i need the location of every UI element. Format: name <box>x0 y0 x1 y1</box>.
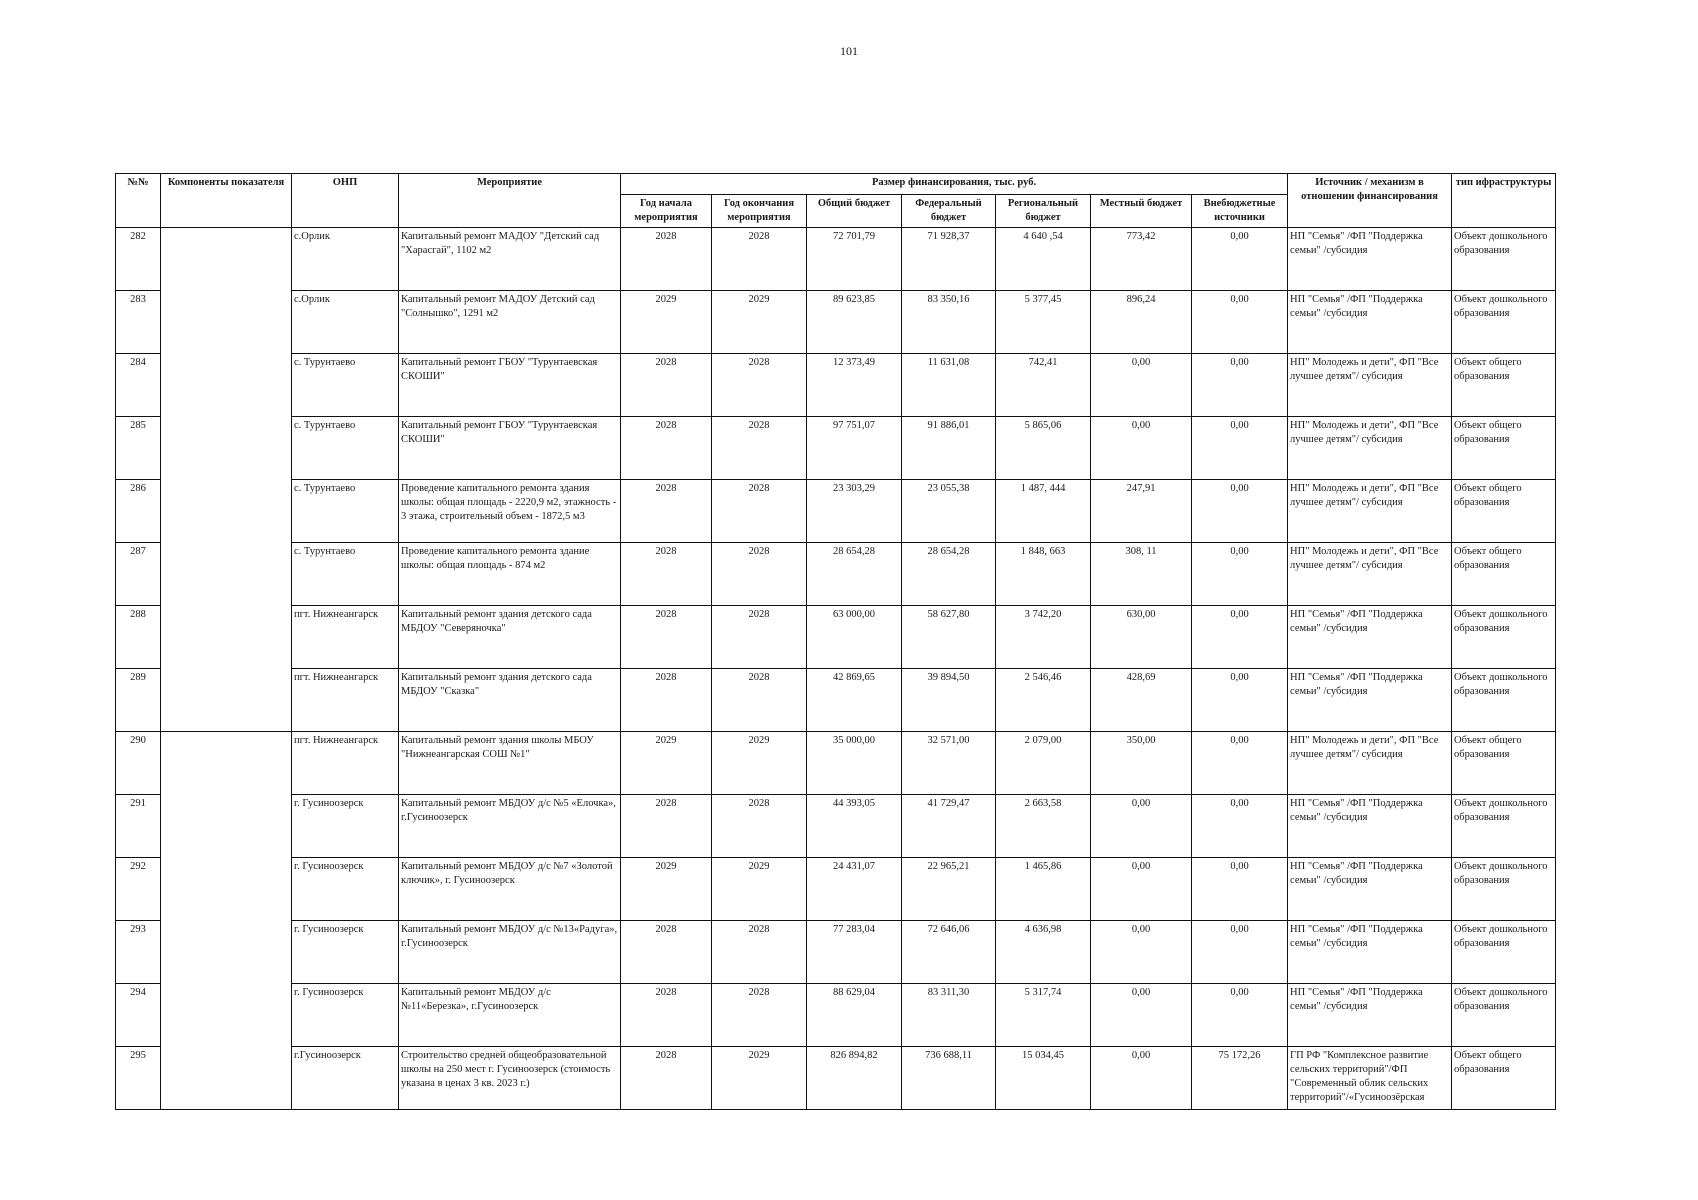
header-component: Компоненты показателя <box>161 174 292 228</box>
row-extra: 0,00 <box>1192 921 1288 984</box>
row-onp: с.Орлик <box>292 228 399 291</box>
row-num: 289 <box>116 669 161 732</box>
header-total: Общий бюджет <box>807 195 902 228</box>
row-start-year: 2028 <box>621 543 712 606</box>
row-federal: 71 928,37 <box>902 228 996 291</box>
row-total: 63 000,00 <box>807 606 902 669</box>
row-event: Капитальный ремонт МБДОУ д/с №11«Березка», г.Гусиноозерск <box>399 984 621 1047</box>
row-num: 290 <box>116 732 161 795</box>
row-extra: 0,00 <box>1192 606 1288 669</box>
row-onp: с. Турунтаево <box>292 354 399 417</box>
row-onp: пгт. Нижнеангарск <box>292 732 399 795</box>
row-total: 72 701,79 <box>807 228 902 291</box>
row-end-year: 2028 <box>712 984 807 1047</box>
row-start-year: 2028 <box>621 1047 712 1110</box>
row-end-year: 2028 <box>712 795 807 858</box>
row-onp: с. Турунтаево <box>292 480 399 543</box>
row-num: 291 <box>116 795 161 858</box>
row-event: Проведение капитального ремонта здание школы: общая площадь - 874 м2 <box>399 543 621 606</box>
row-start-year: 2028 <box>621 669 712 732</box>
row-federal: 28 654,28 <box>902 543 996 606</box>
header-federal: Федеральный бюджет <box>902 195 996 228</box>
row-total: 44 393,05 <box>807 795 902 858</box>
row-end-year: 2029 <box>712 1047 807 1110</box>
row-total: 89 623,85 <box>807 291 902 354</box>
row-num: 284 <box>116 354 161 417</box>
row-infra: Объект общего образования <box>1452 417 1556 480</box>
row-end-year: 2028 <box>712 606 807 669</box>
row-source: НП "Семья" /ФП "Поддержка семьи" /субсидия <box>1288 669 1452 732</box>
row-start-year: 2028 <box>621 795 712 858</box>
row-start-year: 2029 <box>621 858 712 921</box>
row-end-year: 2028 <box>712 921 807 984</box>
row-regional: 2 663,58 <box>996 795 1091 858</box>
row-federal: 83 350,16 <box>902 291 996 354</box>
row-end-year: 2028 <box>712 228 807 291</box>
row-onp: пгт. Нижнеангарск <box>292 669 399 732</box>
table-header <box>116 174 1556 228</box>
row-local: 0,00 <box>1091 921 1192 984</box>
row-extra: 0,00 <box>1192 669 1288 732</box>
row-onp: пгт. Нижнеангарск <box>292 606 399 669</box>
table-row <box>116 795 1556 858</box>
table-row <box>116 606 1556 669</box>
row-total: 35 000,00 <box>807 732 902 795</box>
row-local: 308, 11 <box>1091 543 1192 606</box>
row-event: Капитальный ремонт МАДОУ "Детский сад "Харасгай", 1102 м2 <box>399 228 621 291</box>
row-local: 0,00 <box>1091 858 1192 921</box>
row-total: 23 303,29 <box>807 480 902 543</box>
row-extra: 0,00 <box>1192 984 1288 1047</box>
row-extra: 75 172,26 <box>1192 1047 1288 1110</box>
table-row <box>116 669 1556 732</box>
row-source: НП" Молодежь и дети", ФП "Все лучшее детям"/ субсидия <box>1288 732 1452 795</box>
row-local: 0,00 <box>1091 795 1192 858</box>
table-row <box>116 732 1556 795</box>
row-end-year: 2029 <box>712 291 807 354</box>
row-local: 896,24 <box>1091 291 1192 354</box>
row-end-year: 2028 <box>712 543 807 606</box>
row-infra: Объект общего образования <box>1452 354 1556 417</box>
row-regional: 2 079,00 <box>996 732 1091 795</box>
header-local: Местный бюджет <box>1091 195 1192 228</box>
row-regional: 1 848, 663 <box>996 543 1091 606</box>
row-local: 630,00 <box>1091 606 1192 669</box>
row-infra: Объект общего образования <box>1452 543 1556 606</box>
table-row <box>116 921 1556 984</box>
row-event: Капитальный ремонт ГБОУ "Турунтаевская СКОШИ" <box>399 417 621 480</box>
row-federal: 32 571,00 <box>902 732 996 795</box>
row-num: 292 <box>116 858 161 921</box>
row-infra: Объект общего образования <box>1452 480 1556 543</box>
row-event: Капитальный ремонт здания детского сада МБДОУ "Сказка" <box>399 669 621 732</box>
row-num: 288 <box>116 606 161 669</box>
row-local: 428,69 <box>1091 669 1192 732</box>
table-row <box>116 228 1556 291</box>
row-event: Капитальный ремонт здания школы МБОУ "Нижнеангарская СОШ №1" <box>399 732 621 795</box>
row-federal: 39 894,50 <box>902 669 996 732</box>
row-regional: 2 546,46 <box>996 669 1091 732</box>
row-total: 24 431,07 <box>807 858 902 921</box>
row-num: 294 <box>116 984 161 1047</box>
row-source: НП "Семья" /ФП "Поддержка семьи" /субсидия <box>1288 921 1452 984</box>
row-local: 0,00 <box>1091 354 1192 417</box>
header-infra: тип ифраструктуры <box>1452 174 1556 228</box>
row-event: Строительство средней общеобразовательной школы на 250 мест г. Гусиноозерск (стоимость указана в ценах 3 кв. 2023 г.) <box>399 1047 621 1110</box>
row-source: НП" Молодежь и дети", ФП "Все лучшее детям"/ субсидия <box>1288 543 1452 606</box>
row-onp: г.Гусиноозерск <box>292 1047 399 1110</box>
row-local: 773,42 <box>1091 228 1192 291</box>
row-infra: Объект дошкольного образования <box>1452 921 1556 984</box>
row-start-year: 2028 <box>621 984 712 1047</box>
row-regional: 5 865,06 <box>996 417 1091 480</box>
row-total: 77 283,04 <box>807 921 902 984</box>
row-regional: 742,41 <box>996 354 1091 417</box>
row-end-year: 2028 <box>712 417 807 480</box>
header-regional: Региональный бюджет <box>996 195 1091 228</box>
row-start-year: 2028 <box>621 354 712 417</box>
row-regional: 4 636,98 <box>996 921 1091 984</box>
row-component <box>161 732 292 1110</box>
row-extra: 0,00 <box>1192 417 1288 480</box>
row-num: 285 <box>116 417 161 480</box>
row-onp: г. Гусиноозерск <box>292 984 399 1047</box>
row-regional: 4 640 ,54 <box>996 228 1091 291</box>
row-end-year: 2028 <box>712 354 807 417</box>
row-num: 293 <box>116 921 161 984</box>
row-source: НП "Семья" /ФП "Поддержка семьи" /субсидия <box>1288 291 1452 354</box>
row-end-year: 2028 <box>712 669 807 732</box>
row-source: НП "Семья" /ФП "Поддержка семьи" /субсидия <box>1288 795 1452 858</box>
row-extra: 0,00 <box>1192 228 1288 291</box>
row-federal: 83 311,30 <box>902 984 996 1047</box>
row-federal: 23 055,38 <box>902 480 996 543</box>
row-num: 282 <box>116 228 161 291</box>
row-num: 287 <box>116 543 161 606</box>
table-row <box>116 354 1556 417</box>
row-infra: Объект дошкольного образования <box>1452 606 1556 669</box>
row-federal: 91 886,01 <box>902 417 996 480</box>
row-start-year: 2028 <box>621 228 712 291</box>
row-event: Проведение капитального ремонта здания школы: общая площадь - 2220,9 м2, этажность - 3 этажа, строительный объем - 1872,5 м3 <box>399 480 621 543</box>
row-source: НП "Семья" /ФП "Поддержка семьи" /субсидия <box>1288 606 1452 669</box>
header-source: Источник / механизм в отношении финансирования <box>1288 174 1452 228</box>
row-infra: Объект дошкольного образования <box>1452 228 1556 291</box>
row-local: 350,00 <box>1091 732 1192 795</box>
table-body <box>116 228 1556 1110</box>
header-start-year: Год начала мероприятия <box>621 195 712 228</box>
row-extra: 0,00 <box>1192 858 1288 921</box>
row-end-year: 2029 <box>712 732 807 795</box>
row-infra: Объект дошкольного образования <box>1452 669 1556 732</box>
header-event: Мероприятие <box>399 174 621 228</box>
row-component <box>161 228 292 732</box>
row-local: 0,00 <box>1091 984 1192 1047</box>
row-num: 295 <box>116 1047 161 1110</box>
row-onp: с. Турунтаево <box>292 543 399 606</box>
header-num: №№ <box>116 174 161 228</box>
row-start-year: 2028 <box>621 480 712 543</box>
row-infra: Объект дошкольного образования <box>1452 984 1556 1047</box>
row-total: 12 373,49 <box>807 354 902 417</box>
row-infra: Объект дошкольного образования <box>1452 291 1556 354</box>
row-end-year: 2028 <box>712 480 807 543</box>
row-source: ГП РФ "Комплексное развитие сельских территорий"/ФП "Современный облик сельских территорий"/«Гусиноозёрская <box>1288 1047 1452 1110</box>
row-event: Капитальный ремонт МБДОУ д/с №7 «Золотой ключик», г. Гусиноозерск <box>399 858 621 921</box>
row-extra: 0,00 <box>1192 291 1288 354</box>
header-extra: Внебюджетные источники <box>1192 195 1288 228</box>
row-regional: 5 317,74 <box>996 984 1091 1047</box>
row-regional: 5 377,45 <box>996 291 1091 354</box>
header-financing-group: Размер финансирования, тыс. руб. <box>621 174 1288 195</box>
row-onp: г. Гусиноозерск <box>292 795 399 858</box>
row-total: 88 629,04 <box>807 984 902 1047</box>
row-source: НП "Семья" /ФП "Поддержка семьи" /субсидия <box>1288 984 1452 1047</box>
row-extra: 0,00 <box>1192 543 1288 606</box>
row-onp: с.Орлик <box>292 291 399 354</box>
row-total: 826 894,82 <box>807 1047 902 1110</box>
row-onp: г. Гусиноозерск <box>292 921 399 984</box>
row-start-year: 2028 <box>621 417 712 480</box>
row-extra: 0,00 <box>1192 480 1288 543</box>
row-extra: 0,00 <box>1192 795 1288 858</box>
row-regional: 1 487, 444 <box>996 480 1091 543</box>
table-row <box>116 984 1556 1047</box>
row-event: Капитальный ремонт ГБОУ "Турунтаевская СКОШИ" <box>399 354 621 417</box>
row-num: 286 <box>116 480 161 543</box>
table-row <box>116 543 1556 606</box>
row-event: Капитальный ремонт МАДОУ Детский сад "Солнышко", 1291 м2 <box>399 291 621 354</box>
row-source: НП" Молодежь и дети", ФП "Все лучшее детям"/ субсидия <box>1288 417 1452 480</box>
row-total: 97 751,07 <box>807 417 902 480</box>
row-federal: 58 627,80 <box>902 606 996 669</box>
row-start-year: 2028 <box>621 921 712 984</box>
row-extra: 0,00 <box>1192 732 1288 795</box>
row-extra: 0,00 <box>1192 354 1288 417</box>
row-regional: 1 465,86 <box>996 858 1091 921</box>
row-local: 0,00 <box>1091 1047 1192 1110</box>
row-source: НП" Молодежь и дети", ФП "Все лучшее детям"/ субсидия <box>1288 480 1452 543</box>
row-onp: г. Гусиноозерск <box>292 858 399 921</box>
page-number: 101 <box>840 44 858 58</box>
table-row <box>116 417 1556 480</box>
row-local: 0,00 <box>1091 417 1192 480</box>
row-infra: Объект дошкольного образования <box>1452 858 1556 921</box>
row-total: 42 869,65 <box>807 669 902 732</box>
row-regional: 15 034,45 <box>996 1047 1091 1110</box>
row-infra: Объект дошкольного образования <box>1452 795 1556 858</box>
table-row <box>116 1047 1556 1110</box>
row-onp: с. Турунтаево <box>292 417 399 480</box>
row-event: Капитальный ремонт МБДОУ д/с №13«Радуга», г.Гусиноозерск <box>399 921 621 984</box>
row-federal: 72 646,06 <box>902 921 996 984</box>
row-infra: Объект общего образования <box>1452 732 1556 795</box>
row-source: НП" Молодежь и дети", ФП "Все лучшее детям"/ субсидия <box>1288 354 1452 417</box>
row-start-year: 2029 <box>621 291 712 354</box>
financing-table <box>115 173 1556 1110</box>
table-row <box>116 480 1556 543</box>
row-end-year: 2029 <box>712 858 807 921</box>
header-onp: ОНП <box>292 174 399 228</box>
row-num: 283 <box>116 291 161 354</box>
row-source: НП "Семья" /ФП "Поддержка семьи" /субсидия <box>1288 858 1452 921</box>
header-end-year: Год окончания мероприятия <box>712 195 807 228</box>
row-federal: 41 729,47 <box>902 795 996 858</box>
row-total: 28 654,28 <box>807 543 902 606</box>
row-event: Капитальный ремонт здания детского сада МБДОУ "Северяночка" <box>399 606 621 669</box>
row-source: НП "Семья" /ФП "Поддержка семьи" /субсидия <box>1288 228 1452 291</box>
row-infra: Объект общего образования <box>1452 1047 1556 1110</box>
table-row <box>116 291 1556 354</box>
row-start-year: 2029 <box>621 732 712 795</box>
table-row <box>116 858 1556 921</box>
row-federal: 736 688,11 <box>902 1047 996 1110</box>
row-local: 247,91 <box>1091 480 1192 543</box>
row-federal: 22 965,21 <box>902 858 996 921</box>
row-regional: 3 742,20 <box>996 606 1091 669</box>
row-start-year: 2028 <box>621 606 712 669</box>
row-event: Капитальный ремонт МБДОУ д/с №5 «Елочка», г.Гусиноозерск <box>399 795 621 858</box>
row-federal: 11 631,08 <box>902 354 996 417</box>
